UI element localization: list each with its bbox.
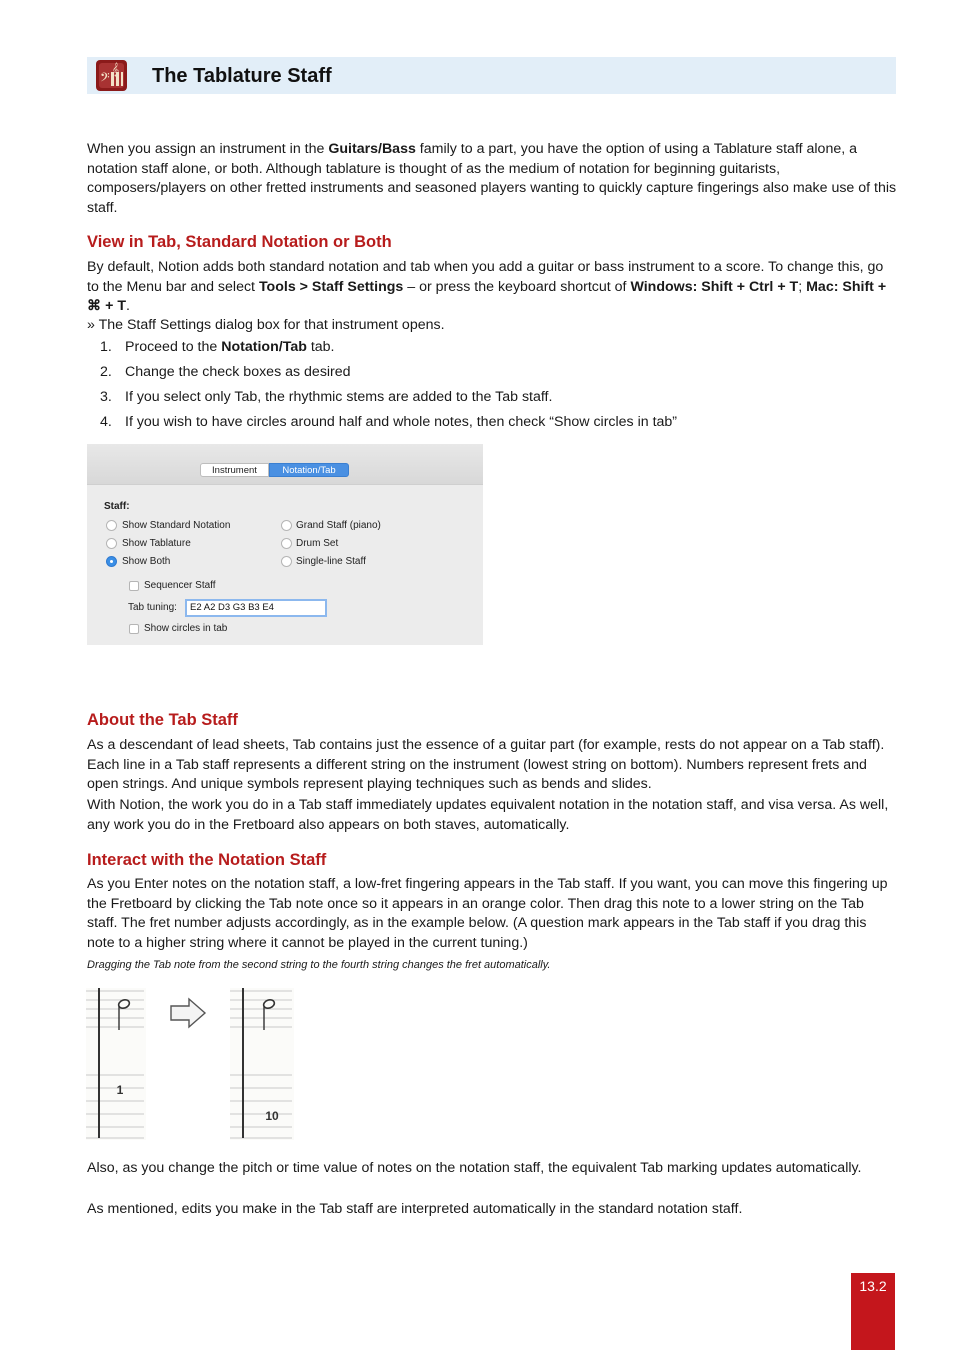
arrow-right-icon: [169, 997, 207, 1029]
radio-single-line[interactable]: [281, 556, 292, 567]
tab-staff-after: [230, 988, 294, 1140]
label-drum-set: Drum Set: [296, 538, 339, 549]
page-title: The Tablature Staff: [152, 65, 332, 87]
radio-show-standard[interactable]: [106, 520, 117, 531]
staff-settings-dialog: [87, 444, 483, 645]
label-single-line: Single-line Staff: [296, 556, 366, 567]
section3-paragraph-2: Also, as you change the pitch or time value of notes on the notation staff, the equivalent Tab marking updates automatically.: [87, 1160, 862, 1176]
tab-notation-tab[interactable]: Notation/Tab: [269, 463, 349, 477]
list-item: 4. If you wish to have circles around half and whole notes, then check “Show circles in tab”: [100, 414, 678, 430]
music-score-icon: [96, 60, 127, 91]
section-heading-view: View in Tab, Standard Notation or Both: [87, 233, 392, 251]
dialog-tab-bar: [87, 444, 483, 485]
section1-paragraph: By default, Notion adds both standard notation and tab when you add a guitar or bass instrument to a score. To change this, go to the Menu bar and select Tools > Staff Settings – or press the keyboard shortcut of Windows: Shift + Ctrl + T; Mac: Shift + ⌘ + T.: [87, 259, 887, 314]
page-header: [87, 57, 896, 94]
tab-tuning-input[interactable]: E2 A2 D3 G3 B3 E4: [185, 599, 327, 617]
tab-fret-number: 10: [265, 1109, 279, 1123]
label-show-circles: Show circles in tab: [144, 623, 228, 634]
radio-show-both[interactable]: [106, 556, 117, 567]
label-grand-staff: Grand Staff (piano): [296, 520, 381, 531]
page-number: 13.2: [851, 1273, 895, 1350]
label-show-tablature: Show Tablature: [122, 538, 191, 549]
dialog-result-note: » The Staff Settings dialog box for that instrument opens.: [87, 317, 445, 333]
list-item: 1. Proceed to the Notation/Tab tab.: [100, 339, 335, 355]
steps-list: [100, 338, 677, 438]
radio-grand-staff[interactable]: [281, 520, 292, 531]
tab-staff-before: [86, 988, 146, 1140]
label-sequencer-staff: Sequencer Staff: [144, 580, 216, 591]
section2-paragraph-2: With Notion, the work you do in a Tab staff immediately updates equivalent notation in the notation staff, and visa versa. As well, any work you do in the Fretboard also appears on both staves, automatically.: [87, 797, 889, 833]
section3-paragraph-1: As you Enter notes on the notation staff, a low-fret fingering appears in the Tab staff. If you want, you can move this fingering up the Fretboard by clicking the Tab note once so it appears in an orange color. Then drag this note to a lower string on the Tab staff. The fret number adjusts accordingly, as in the example below. (A question mark appears in the Tab staff if you drag this note to a higher string where it cannot be played in the current tuning.): [87, 876, 888, 951]
label-tab-tuning: Tab tuning:: [128, 602, 177, 613]
list-item: 3. If you select only Tab, the rhythmic stems are added to the Tab staff.: [100, 389, 553, 405]
svg-text:𝄢: 𝄢: [100, 70, 110, 88]
tab-instrument[interactable]: Instrument: [200, 463, 269, 477]
label-show-both: Show Both: [122, 556, 171, 567]
checkbox-show-circles[interactable]: [129, 624, 139, 634]
tab-fret-number: 1: [116, 1083, 124, 1097]
section-heading-about: About the Tab Staff: [87, 711, 238, 729]
section-heading-interact: Interact with the Notation Staff: [87, 851, 327, 869]
staff-label: Staff:: [104, 501, 130, 512]
svg-text:𝄞: 𝄞: [112, 62, 120, 76]
figure-caption: Dragging the Tab note from the second string to the fourth string changes the fret automatically.: [87, 959, 551, 971]
label-show-standard: Show Standard Notation: [122, 520, 231, 531]
section2-paragraph-1: As a descendant of lead sheets, Tab contains just the essence of a guitar part (for example, rests do not appear on a Tab staff). Each line in a Tab staff represents a different string on the instrument (lowest string on bottom). Numbers represent frets and open strings. And unique symbols represent playing techniques such as bends and slides.: [87, 737, 885, 792]
radio-drum-set[interactable]: [281, 538, 292, 549]
list-item: 2. Change the check boxes as desired: [100, 364, 351, 380]
checkbox-sequencer-staff[interactable]: [129, 581, 139, 591]
intro-paragraph: When you assign an instrument in the Guitars/Bass family to a part, you have the option of using a Tablature staff alone, a notation staff alone, or both. Although tablature is thought of as the medium of notation for beginning guitarists, composers/players on other fretted instruments and seasoned players wanting to quickly capture fingerings also make use of this staff.: [87, 141, 897, 216]
radio-show-tablature[interactable]: [106, 538, 117, 549]
section3-paragraph-3: As mentioned, edits you make in the Tab staff are interpreted automatically in the standard notation staff.: [87, 1201, 743, 1217]
